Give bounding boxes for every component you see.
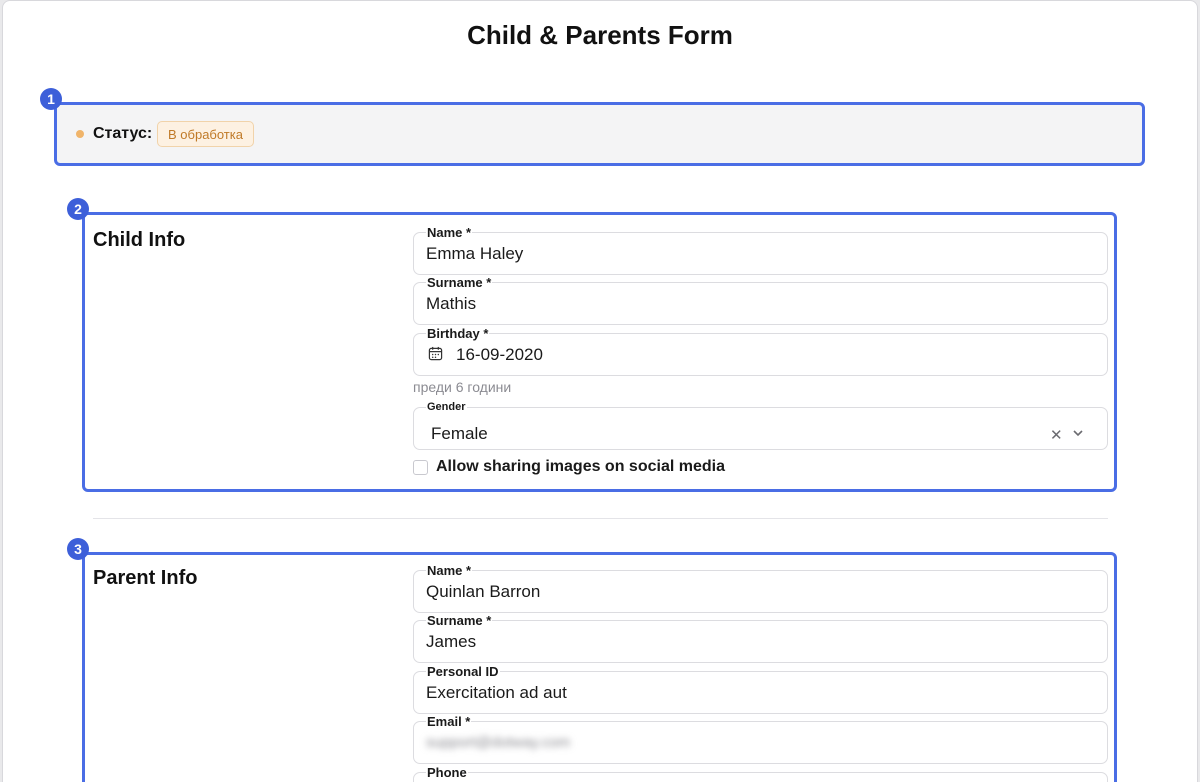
child-gender-select[interactable]: [413, 407, 1108, 450]
child-birthday-value: 16-09-2020: [456, 345, 543, 364]
parent-personal-id-label: Personal ID: [427, 664, 499, 679]
child-gender-value: Female: [431, 424, 488, 443]
parent-section-title: Parent Info: [93, 567, 198, 589]
parent-surname-label: Surname *: [427, 613, 492, 628]
child-name-value: Emma Haley: [426, 244, 524, 263]
parent-email-label: Email *: [427, 714, 471, 729]
child-birthday-label: Birthday *: [427, 326, 489, 341]
annotation-badge-3: 3: [67, 538, 89, 560]
parent-phone-field[interactable]: [413, 772, 1108, 782]
calendar-icon[interactable]: [428, 346, 443, 361]
parent-name-value: Quinlan Barron: [426, 582, 541, 601]
parent-surname-field[interactable]: [413, 620, 1108, 663]
status-dot-icon: [76, 130, 84, 138]
clear-icon[interactable]: ✕: [1050, 427, 1063, 444]
birthday-relative-hint: преди 6 години: [413, 379, 512, 395]
parent-email-value: support@dotway.com: [426, 734, 571, 751]
parent-personal-id-value: Exercitation ad aut: [426, 683, 567, 702]
child-surname-field[interactable]: [413, 282, 1108, 325]
parent-phone-label: Phone: [427, 765, 467, 780]
status-label: Статус:: [93, 125, 153, 142]
chevron-down-icon[interactable]: [1072, 427, 1084, 439]
child-surname-value: Mathis: [426, 294, 477, 313]
parent-surname-value: James: [426, 632, 477, 651]
section-divider: [93, 518, 1108, 519]
annotation-badge-1: 1: [40, 88, 62, 110]
parent-name-label: Name *: [427, 563, 472, 578]
sharing-checkbox-label[interactable]: Allow sharing images on social media: [436, 458, 725, 475]
child-name-label: Name *: [427, 225, 472, 240]
sharing-checkbox[interactable]: [413, 460, 428, 475]
page-title: Child & Parents Form: [467, 20, 733, 50]
child-gender-label: Gender: [427, 401, 466, 413]
annotation-badge-2: 2: [67, 198, 89, 220]
child-surname-label: Surname *: [427, 275, 492, 290]
status-badge: В обработка: [157, 121, 254, 147]
child-section-title: Child Info: [93, 229, 186, 251]
